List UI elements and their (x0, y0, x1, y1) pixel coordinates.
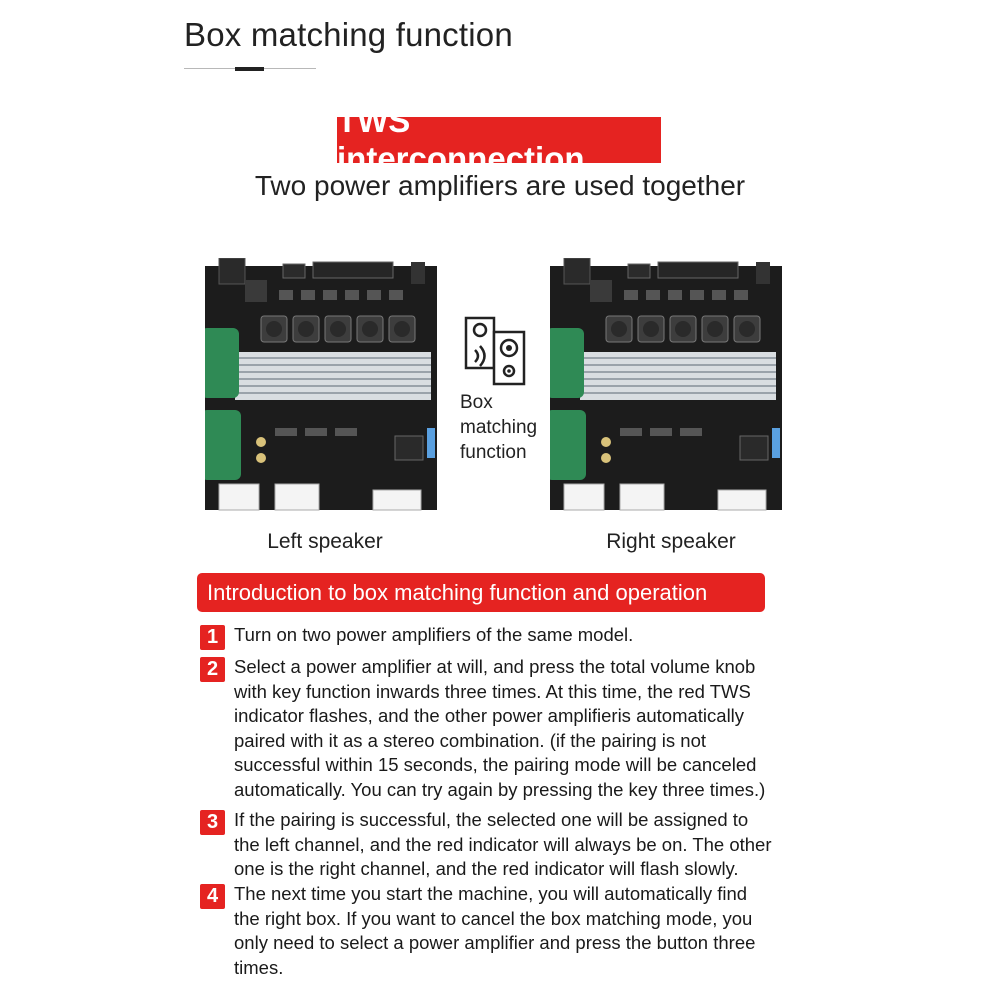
step-line: Select a power amplifier at will, and press the total volume knob (234, 656, 756, 677)
right-amplifier-board-image (550, 258, 782, 514)
right-speaker-label: Right speaker (606, 530, 736, 553)
step-line: successful within 15 seconds, the pairing mode will be canceled (234, 754, 757, 775)
step-number-badge: 4 (200, 884, 225, 909)
step-line: times. (234, 956, 284, 978)
step-line: If the pairing is successful, the selected one will be assigned to (234, 809, 749, 830)
step-text (234, 655, 820, 802)
box-caption-line: matching (460, 417, 538, 438)
step-number-badge: 1 (200, 625, 225, 650)
left-speaker-label: Left speaker (267, 530, 383, 553)
intro-banner: Introduction to box matching function and operation (197, 573, 765, 612)
speaker-pair-icon (464, 316, 528, 386)
step-text (234, 882, 820, 980)
title-divider-accent (235, 67, 264, 71)
step-text (234, 623, 820, 648)
step-line: automatically. You can try again by pressing the key three times.) (234, 778, 766, 800)
step-line: indicator flashes, and the other power amplifieris automatically (234, 705, 745, 726)
step-line: with key function inwards three times. At this time, the red TWS (234, 680, 751, 702)
tws-banner: TWS interconnection (337, 117, 661, 163)
step-line: The next time you start the machine, you will automatically find (234, 883, 748, 904)
step-line: the right box. If you want to cancel the box matching mode, you (234, 907, 753, 929)
step-number-badge: 3 (200, 810, 225, 835)
step-line: only need to select a power amplifier and press the button three (234, 932, 756, 953)
step-line: the left channel, and the red indicator will always be on. The other (234, 833, 772, 855)
box-caption-line: function (460, 442, 527, 463)
left-amplifier-board-image (205, 258, 437, 514)
step-line: paired with it as a stereo combination. (if the pairing is not (234, 729, 706, 751)
step-line: one is the right channel, and the red indicator will flash slowly. (234, 858, 739, 879)
step-line: Turn on two power amplifiers of the same model. (234, 624, 634, 645)
page-title: Box matching function (184, 16, 513, 53)
step-text (234, 808, 820, 882)
box-matching-caption (460, 390, 537, 465)
step-number-badge: 2 (200, 657, 225, 682)
tws-subtitle: Two power amplifiers are used together (254, 170, 746, 201)
box-caption-line: Box (460, 392, 493, 413)
